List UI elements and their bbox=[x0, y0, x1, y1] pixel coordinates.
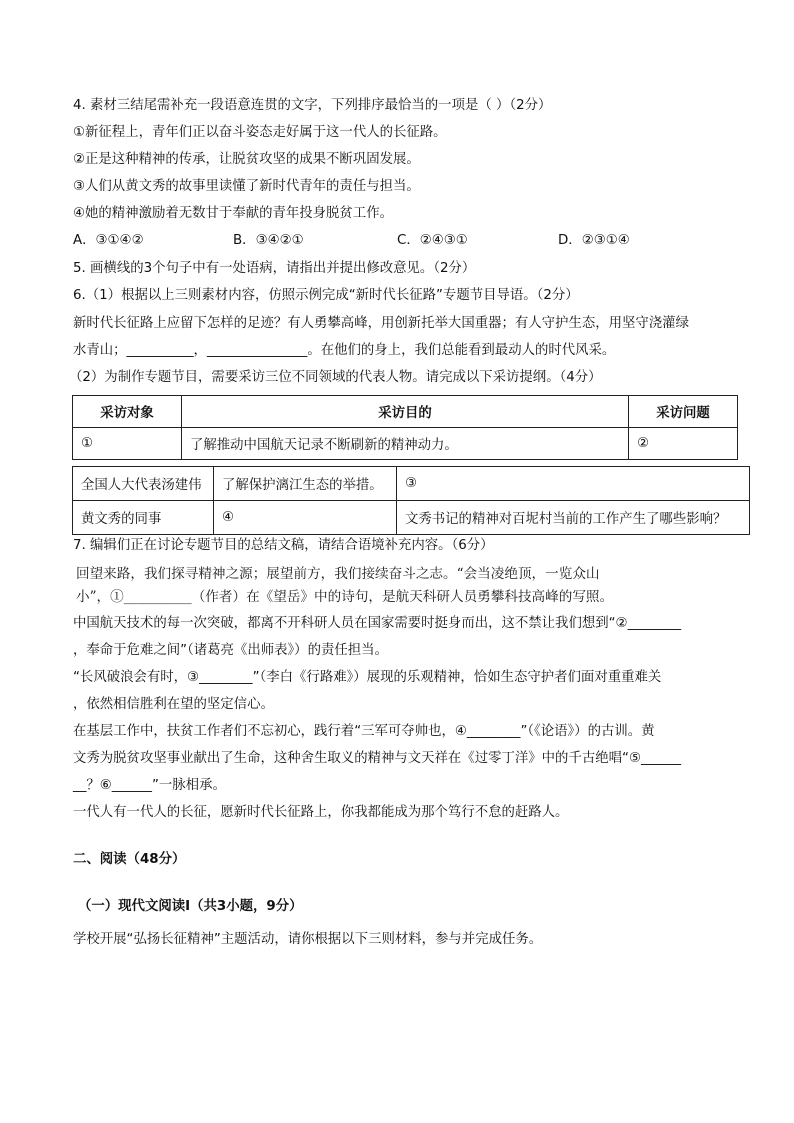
section-intro: 学校开展“弘扬长征精神”主题活动，请你根据以下三则材料，参与并完成任务。 bbox=[73, 932, 543, 947]
q7-line-7: __？⑥______”一脉相承。 bbox=[73, 778, 226, 793]
q7-stem: 7. 编辑们正在讨论专题节目的总结文稿，请结合语境补充内容。（6分） bbox=[73, 538, 494, 553]
q7-line-6: 文秀为脱贫攻坚事业献出了生命，这种舍生取义的精神与文天祥在《过零丁洋》中的千古绝唱“⑤______ bbox=[73, 751, 682, 766]
q6-part1: 6.（1）根据以上三则素材内容，仿照示例完成“新时代长征路”专题节目导语。（2分） bbox=[73, 288, 579, 303]
cell-purpose-2: 了解保护漓江生态的举措。 bbox=[214, 467, 397, 501]
q4-item-1: ①新征程上，青年们正以奋斗姿态走好属于这一代人的长征路。 bbox=[73, 125, 447, 140]
q6-part2: （2）为制作专题节目，需要采访三位不同领域的代表人物。请完成以下采访提纲。（4分） bbox=[69, 370, 602, 385]
header-subject: 采访对象 bbox=[73, 396, 182, 428]
q6-line-2: 水青山；__________，_______________。在他们的身上，我们总能看到最动人的时代风采。 bbox=[73, 343, 616, 358]
subsection-title: （一）现代文阅读Ⅰ（共3小题，9分） bbox=[78, 899, 303, 914]
q7-line-8: 一代人有一代人的长征，愿新时代长征路上，你我都能成为那个笃行不怠的赶路人。 bbox=[73, 805, 569, 820]
interview-table-top bbox=[72, 395, 738, 460]
header-question: 采访问题 bbox=[629, 396, 738, 428]
header-purpose: 采访目的 bbox=[182, 396, 629, 428]
q4-item-3: ③人们从黄文秀的故事里读懂了新时代青年的责任与担当。 bbox=[73, 179, 420, 194]
q4-stem: 4. 素材三结尾需补充一段语意连贯的文字，下列排序最恰当的一项是（ ）（2分） bbox=[73, 98, 552, 113]
q4-option-d: D．②③①④ bbox=[558, 233, 630, 248]
cell-question-3: 文秀书记的精神对百坭村当前的工作产生了哪些影响？ bbox=[397, 501, 750, 535]
cell-purpose-3: ④ bbox=[214, 501, 397, 535]
section-title: 二、阅读（48分） bbox=[73, 852, 186, 867]
q7-line-3: “长风破浪会有时，③________”（李白《行路难》）展现的乐观精神，恰如生态守护者们面对重重难关 bbox=[73, 670, 662, 685]
cell-question-2: ③ bbox=[397, 467, 750, 501]
q5-stem: 5. 画横线的3个句子中有一处语病，请指出并提出修改意见。（2分） bbox=[73, 261, 476, 276]
cell-purpose-1: 了解推动中国航天记录不断刷新的精神动力。 bbox=[182, 428, 629, 460]
q7-line-1: 中国航天技术的每一次突破，都离不开科研人员在国家需要时挺身而出，这不禁让我们想到“②________ bbox=[73, 616, 682, 631]
q7-handwritten-line-2: 小”，①__________（作者）在《望岳》中的诗句，是航天科研人员勇攀科技高峰的写照。 bbox=[76, 589, 614, 605]
cell-subject-3: 黄文秀的同事 bbox=[73, 501, 214, 535]
q7-line-5: 在基层工作中，扶贫工作者们不忘初心，践行着“三军可夺帅也，④________”（《论语》）的古训。黄 bbox=[73, 724, 655, 739]
cell-question-1: ② bbox=[629, 428, 738, 460]
q7-handwritten-line-1: 回望来路，我们探寻精神之源；展望前方，我们接续奋斗之志。“会当凌绝顶，一览众山 bbox=[76, 566, 600, 582]
q4-option-c: C．②④③① bbox=[397, 233, 468, 248]
cell-subject-1: ① bbox=[73, 428, 182, 460]
q7-line-2: ，奉命于危难之间”（诸葛亮《出师表》）的责任担当。 bbox=[73, 643, 388, 658]
q4-option-b: B．③④②① bbox=[233, 233, 304, 248]
q4-item-2: ②正是这种精神的传承，让脱贫攻坚的成果不断巩固发展。 bbox=[73, 152, 420, 167]
q7-line-4: ，依然相信胜利在望的坚定信心。 bbox=[73, 697, 274, 712]
q6-line-1: 新时代长征路上应留下怎样的足迹？有人勇攀高峰，用创新托举大国重器；有人守护生态，用坚守浇灌绿 bbox=[73, 316, 689, 331]
cell-subject-2: 全国人大代表汤建伟 bbox=[73, 467, 214, 501]
interview-table-bottom bbox=[72, 466, 750, 535]
q4-option-a: A．③①④② bbox=[73, 233, 144, 248]
q4-item-4: ④她的精神激励着无数甘于奉献的青年投身脱贫工作。 bbox=[73, 206, 393, 221]
